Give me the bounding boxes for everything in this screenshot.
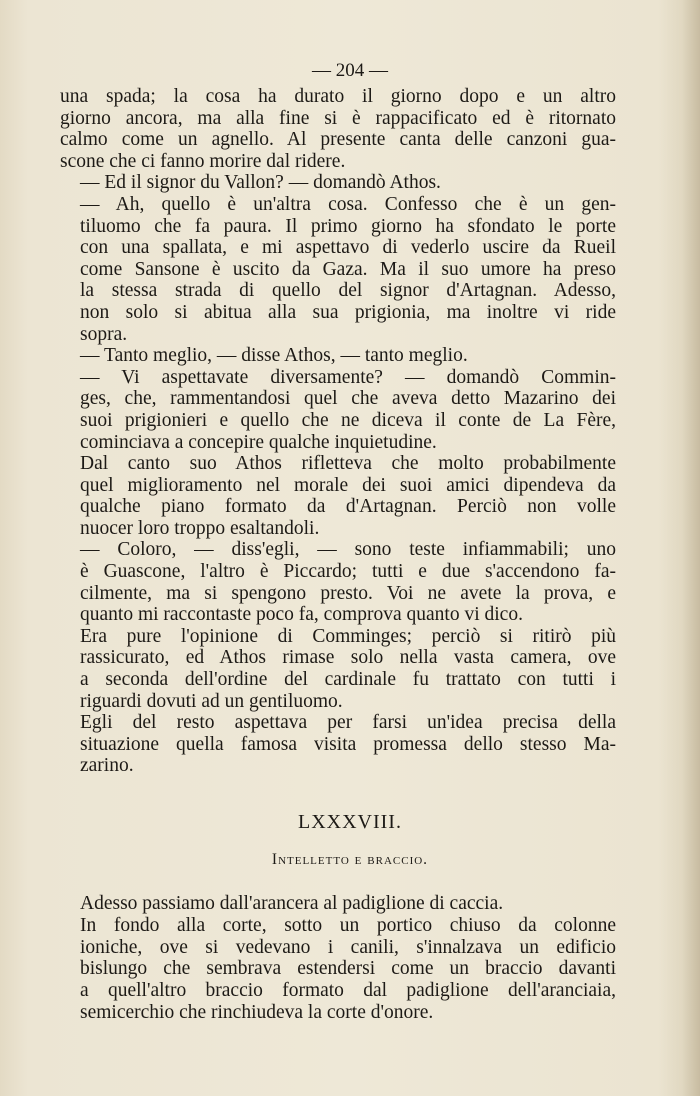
text-line: — Tanto meglio, — disse Athos, — tanto meglio. <box>80 345 468 367</box>
paragraph <box>60 453 616 539</box>
text-line: quanto mi raccontaste poco fa, comprova quanto vi dico. <box>80 604 523 626</box>
text-line: tiluomo che fa paura. Il primo giorno ha sfondato le porte <box>80 215 616 237</box>
text-line: con una spallata, e mi aspettavo di vederlo uscire da Rueil <box>80 237 616 259</box>
text-line: Adesso passiamo dall'arancera al padiglione di caccia. <box>80 893 504 914</box>
chapter-body-text <box>60 893 616 1024</box>
paragraph <box>60 194 616 345</box>
text-line: cominciava a concepire qualche inquietudine. <box>80 431 437 453</box>
paragraph <box>60 626 616 712</box>
text-line: Era pure l'opinione di Comminges; perciò si ritirò più <box>80 625 616 647</box>
text-line: suoi prigionieri e quello che ne diceva il conte de La Fère, <box>80 409 616 431</box>
page-number: — 204 — <box>312 60 388 81</box>
text-line: la stessa strada di quello del signor d'Artagnan. Adesso, <box>80 280 616 302</box>
text-line: ges, che, rammentandosi quel che aveva detto Mazarino dei <box>80 388 616 410</box>
page-edge-shadow <box>682 0 700 1096</box>
paragraph <box>60 345 616 367</box>
text-line: Dal canto suo Athos rifletteva che molto probabilmente <box>80 453 616 475</box>
text-line: non solo si abitua alla sua prigionia, ma inoltre vi ride <box>80 301 616 323</box>
chapter-number: LXXXVIII. <box>298 811 402 833</box>
text-line: ioniche, ove si vedevano i canili, s'innalzava un edificio <box>80 936 616 958</box>
text-line: semicerchio che rinchiudeva la corte d'onore. <box>80 1001 434 1023</box>
text-line: In fondo alla corte, sotto un portico chiuso da colonne <box>80 914 616 936</box>
text-line: scone che ci fanno morire dal ridere. <box>60 150 346 172</box>
text-line: rassicurato, ed Athos rimase solo nella vasta camera, ove <box>80 647 616 669</box>
paragraph <box>60 915 616 1024</box>
text-line: situazione quella famosa visita promessa dello stesso Ma- <box>80 733 616 755</box>
text-line: riguardi dovuti ad un gentiluomo. <box>80 690 343 712</box>
text-line: bislungo che sembrava estendersi come un braccio davanti <box>80 958 616 980</box>
paragraph <box>60 893 616 915</box>
text-line: Egli del resto aspettava per farsi un'idea precisa della <box>80 712 616 734</box>
paragraph <box>60 712 616 777</box>
text-line: calmo come un agnello. Al presente canta delle canzoni gua- <box>60 129 616 151</box>
paragraph <box>60 539 616 625</box>
text-line: una spada; la cosa ha durato il giorno dopo e un altro <box>60 86 616 107</box>
text-line: cilmente, ma si spengono presto. Voi ne avete la prova, e <box>80 582 616 604</box>
body-text <box>60 86 616 777</box>
paragraph <box>60 86 616 172</box>
text-line: a quell'altro braccio formato dal padiglione dell'aranciaia, <box>80 980 616 1002</box>
text-line: nuocer loro troppo esaltandoli. <box>80 517 320 539</box>
text-line: è Guascone, l'altro è Piccardo; tutti e due s'accendono fa- <box>80 561 616 583</box>
text-line: zarino. <box>80 755 134 777</box>
text-line: — Ed il signor du Vallon? — domandò Athos. <box>80 172 441 194</box>
text-line: a seconda dell'ordine del cardinale fu trattato con tutti i <box>80 669 616 691</box>
text-line: — Ah, quello è un'altra cosa. Confesso che è un gen- <box>80 193 616 215</box>
text-line: quel miglioramento nel morale dei suoi amici dipendeva da <box>80 474 616 496</box>
paragraph <box>60 367 616 453</box>
text-line: sopra. <box>80 323 128 345</box>
chapter-title: Intelletto e braccio. <box>271 851 429 868</box>
text-line: giorno ancora, ma alla fine si è rappacificato ed è ritornato <box>60 107 616 129</box>
text-line: come Sansone è uscito da Gaza. Ma il suo umore ha preso <box>80 258 616 280</box>
text-line: qualche piano formato da d'Artagnan. Perciò non volle <box>80 496 616 518</box>
text-line: — Coloro, — diss'egli, — sono teste infiammabili; uno <box>80 539 616 561</box>
text-line: — Vi aspettavate diversamente? — domandò Commin- <box>80 366 616 388</box>
paragraph <box>60 172 616 194</box>
